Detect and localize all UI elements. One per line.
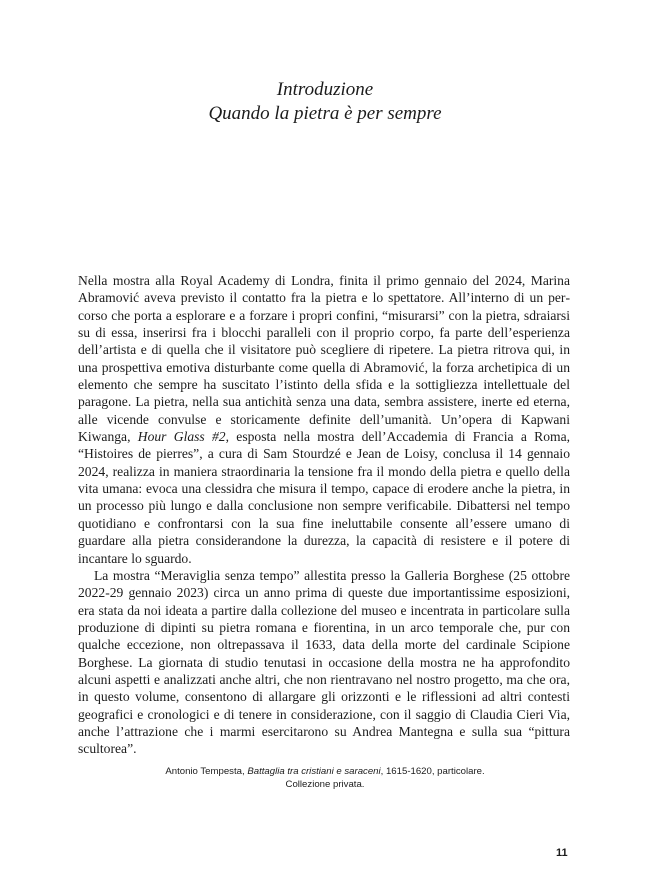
paragraph [78, 272, 570, 567]
text-run: , 1615-1620, particolare. [380, 766, 485, 777]
figure-caption [0, 765, 650, 791]
chapter-heading [0, 78, 650, 126]
chapter-label: Introduzione [276, 79, 374, 100]
italic-text: Hour Glass #2 [137, 429, 226, 445]
italic-text: Battaglia tra cristiani e saraceni [247, 766, 381, 777]
text-run: Antonio Tempesta, [165, 766, 248, 777]
chapter-title: Quando la pietra è per sempre [208, 103, 442, 124]
paragraph [78, 567, 570, 758]
body-text [78, 272, 570, 758]
text-run: Nella mostra alla Royal Academy di Londra, finita il primo gennaio del 2024, Marina Abramović aveva previsto il contatto fra la pietra e lo spettatore. All’interno di un percorso che porta a esplorare e a forzare i propri confini, “misurarsi” con la pietra, sdraiarsi su di essa, inserirsi fra i blocchi paralleli con il proprio corpo, fa parte dell’esperienza dell’artista e di quella che il visitatore può scegliere di ripetere. La pietra ritrova qui, in una prospettiva emotiva disturbante come quella di Abramović, la forza archetipica di un elemento che sempre ha suscitato l’istinto della sfida e la sottigliezza intellettuale del paragone. La pietra, nella sua antichità senza una data, sembra assistere, inerte ed eterna, alle vicende convulse e storicamente definite dell’umanità. Un’opera di Kapwani Kiwanga, [78, 273, 570, 445]
text-run: La mostra “Meraviglia senza tempo” allestita presso la Galleria Borghese (25 ottobre 2022-29 gennaio 2023) circa un anno prima di queste due importantissime esposizioni, era stata da noi ideata a partire dalla collezione del museo e incentrata in particolare sulla produzione di dipinti su pietra romana e fiorentina, in un arco temporale che, pur con qualche eccezione, non oltrepassava il 1633, data della morte del cardinale Scipione Borghese. La giornata di studio tenutasi in occasione della mostra ne ha approfondito alcuni aspetti e analizzati anche altri, che non rientravano nel nostro progetto, ma che ora, in questo volume, consentono di allargare gli orizzonti e le riflessioni ad altri contesti geografici e cronologici e di tenere in considerazione, con il saggio di Claudia Cieri Via, anche l’attrazione che i marmi esercitarono su Andrea Mantegna e sulla sua “pittura scultorea”. [78, 567, 570, 757]
caption-line: Collezione privata. [285, 779, 365, 790]
text-run: , esposta nella mostra dell’Accademia di Francia a Roma, “Histoires de pierres”, a cura di Sam Stourdzé e Jean de Loisy, conclusa il 14 gennaio 2024, realizza in maniera straordinaria la tensione fra il mondo della pietra e quello della vita umana: evoca una clessidra che misura il tempo, capace di erodere anche la pietra, in un processo più lungo e dalla conclusione non sempre verificabile. Dibattersi nel tempo quotidiano e confrontarsi con la sua fine ineluttabile consente all’essere umano di guardare alla pietra considerandone la durezza, la capacità di resistere e il potere di incantare lo sguardo. [78, 429, 571, 566]
page-number: 11 [556, 847, 568, 859]
caption-line [0, 765, 650, 778]
